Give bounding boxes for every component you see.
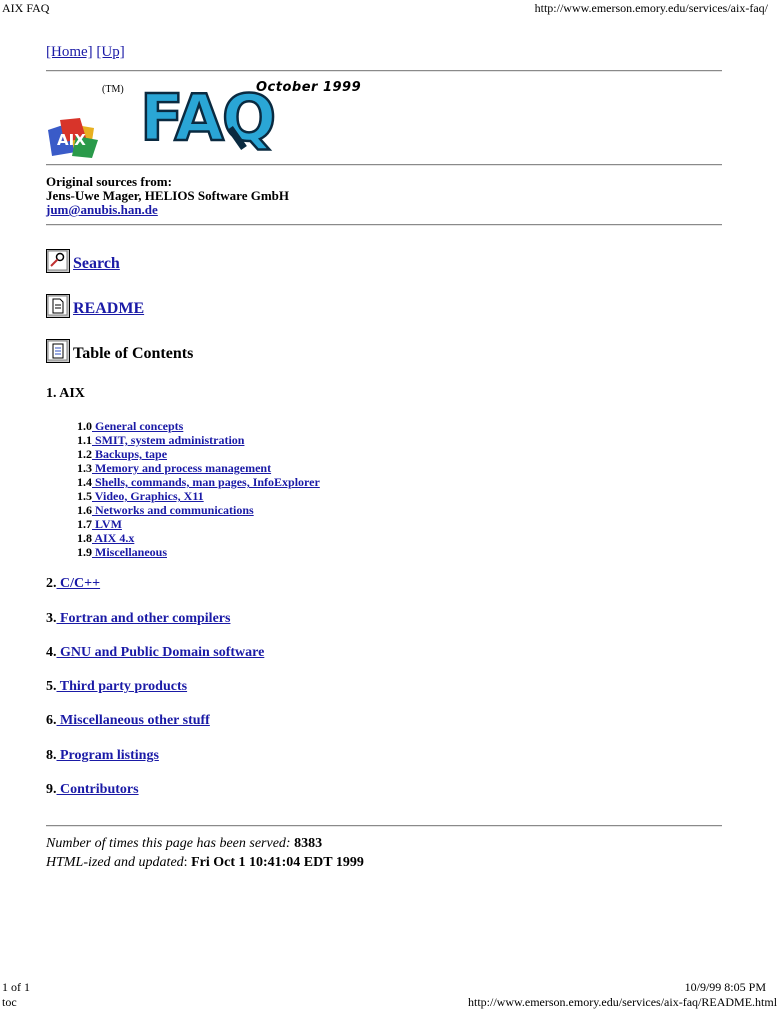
topic-link[interactable]: Video, Graphics, X11 xyxy=(92,489,204,503)
toc-item-listings: 8. Program listings xyxy=(46,748,159,763)
readme-link[interactable]: README xyxy=(73,300,145,317)
sources-block xyxy=(46,175,289,217)
print-header-url: http://www.emerson.emory.edu/services/aix-faq/ xyxy=(534,1,768,15)
topic-link[interactable]: Miscellaneous xyxy=(92,545,167,559)
readme-section xyxy=(46,294,144,318)
search-link[interactable]: Search xyxy=(73,255,120,272)
home-link[interactable]: [Home] xyxy=(46,44,93,60)
toc-link[interactable]: Fortran and other compilers xyxy=(56,611,231,626)
topic-link[interactable]: Networks and communications xyxy=(92,503,254,517)
served-count: 8383 xyxy=(294,836,323,851)
aix-subtopics xyxy=(77,419,320,559)
print-header-title: AIX FAQ xyxy=(2,1,50,15)
print-page-count: 1 of 1 xyxy=(2,980,30,994)
faq-banner xyxy=(46,76,722,164)
toc-item-third-party: 5. Third party products xyxy=(46,679,188,694)
svg-text:AIX: AIX xyxy=(57,131,86,149)
toc-link[interactable]: Third party products xyxy=(56,679,188,694)
list-item: 1.6 Networks and communications xyxy=(77,503,254,517)
aix-heading: 1. AIX xyxy=(46,386,85,401)
list-item: 1.4 Shells, commands, man pages, InfoExplorer xyxy=(77,475,320,489)
list-item: 1.5 Video, Graphics, X11 xyxy=(77,489,204,503)
trademark-label: (TM) xyxy=(102,84,124,95)
faq-logo-icon xyxy=(134,76,275,184)
print-footer-url: http://www.emerson.emory.edu/services/aix-faq/README.html xyxy=(468,995,777,1009)
topic-link[interactable]: Memory and process management xyxy=(92,461,272,475)
page-stats: Number of times this page has been served: 8383 HTML-ized and updated: Fri Oct 1 10:41:04 EDT 1999 xyxy=(46,836,364,870)
search-section xyxy=(46,249,120,273)
list-item: 1.1 SMIT, system administration xyxy=(77,433,245,447)
divider xyxy=(46,70,722,72)
toc-heading: Table of Contents xyxy=(73,345,194,362)
updated-label: HTML-ized and updated xyxy=(46,855,184,870)
toc-item-contributors: 9. Contributors xyxy=(46,782,139,797)
sources-heading: Original sources from: xyxy=(46,174,172,189)
up-link[interactable]: [Up] xyxy=(96,44,125,60)
divider xyxy=(46,825,722,827)
topic-link[interactable]: Backups, tape xyxy=(92,447,168,461)
toc-item-misc: 6. Miscellaneous other stuff xyxy=(46,713,210,728)
contents-icon xyxy=(46,339,70,363)
topic-link[interactable]: AIX 4.x xyxy=(92,531,135,545)
topic-link[interactable]: Shells, commands, man pages, InfoExplorer xyxy=(92,475,320,489)
topic-link[interactable]: SMIT, system administration xyxy=(92,433,245,447)
updated-date: Fri Oct 1 10:41:04 EDT 1999 xyxy=(191,855,364,870)
print-datetime: 10/9/99 8:05 PM xyxy=(684,980,766,994)
list-item: 1.0 General concepts xyxy=(77,419,184,433)
toc-item-c: 2. C/C++ xyxy=(46,576,101,591)
toc-link[interactable]: Miscellaneous other stuff xyxy=(56,713,210,728)
toc-link[interactable]: C/C++ xyxy=(56,576,101,591)
toc-link[interactable]: Contributors xyxy=(56,782,139,797)
list-item: 1.2 Backups, tape xyxy=(77,447,168,461)
topic-link[interactable]: General concepts xyxy=(92,419,184,433)
sources-author: Jens-Uwe Mager, HELIOS Software GmbH xyxy=(46,188,290,203)
email-link[interactable]: jum@anubis.han.de xyxy=(46,202,158,217)
svg-text:FAQ: FAQ xyxy=(140,82,275,156)
served-label: Number of times this page has been served: xyxy=(46,836,291,851)
document-icon[interactable] xyxy=(46,294,70,318)
toc-link[interactable]: GNU and Public Domain software xyxy=(56,645,265,660)
toc-section xyxy=(46,339,193,363)
aix-logo-icon xyxy=(46,118,100,158)
search-icon[interactable] xyxy=(46,249,70,273)
divider xyxy=(46,224,722,226)
list-item: 1.3 Memory and process management xyxy=(77,461,272,475)
toc-link[interactable]: Program listings xyxy=(56,748,159,763)
nav-links xyxy=(46,44,125,61)
list-item: 1.9 Miscellaneous xyxy=(77,545,167,559)
toc-item-gnu: 4. GNU and Public Domain software xyxy=(46,645,265,660)
topic-link[interactable]: LVM xyxy=(92,517,122,531)
list-item: 1.8 AIX 4.x xyxy=(77,531,135,545)
toc-item-fortran: 3. Fortran and other compilers xyxy=(46,611,231,626)
print-doc-name: toc xyxy=(2,995,17,1009)
banner-date: October 1999 xyxy=(256,80,362,95)
divider xyxy=(46,164,722,166)
list-item: 1.7 LVM xyxy=(77,517,122,531)
